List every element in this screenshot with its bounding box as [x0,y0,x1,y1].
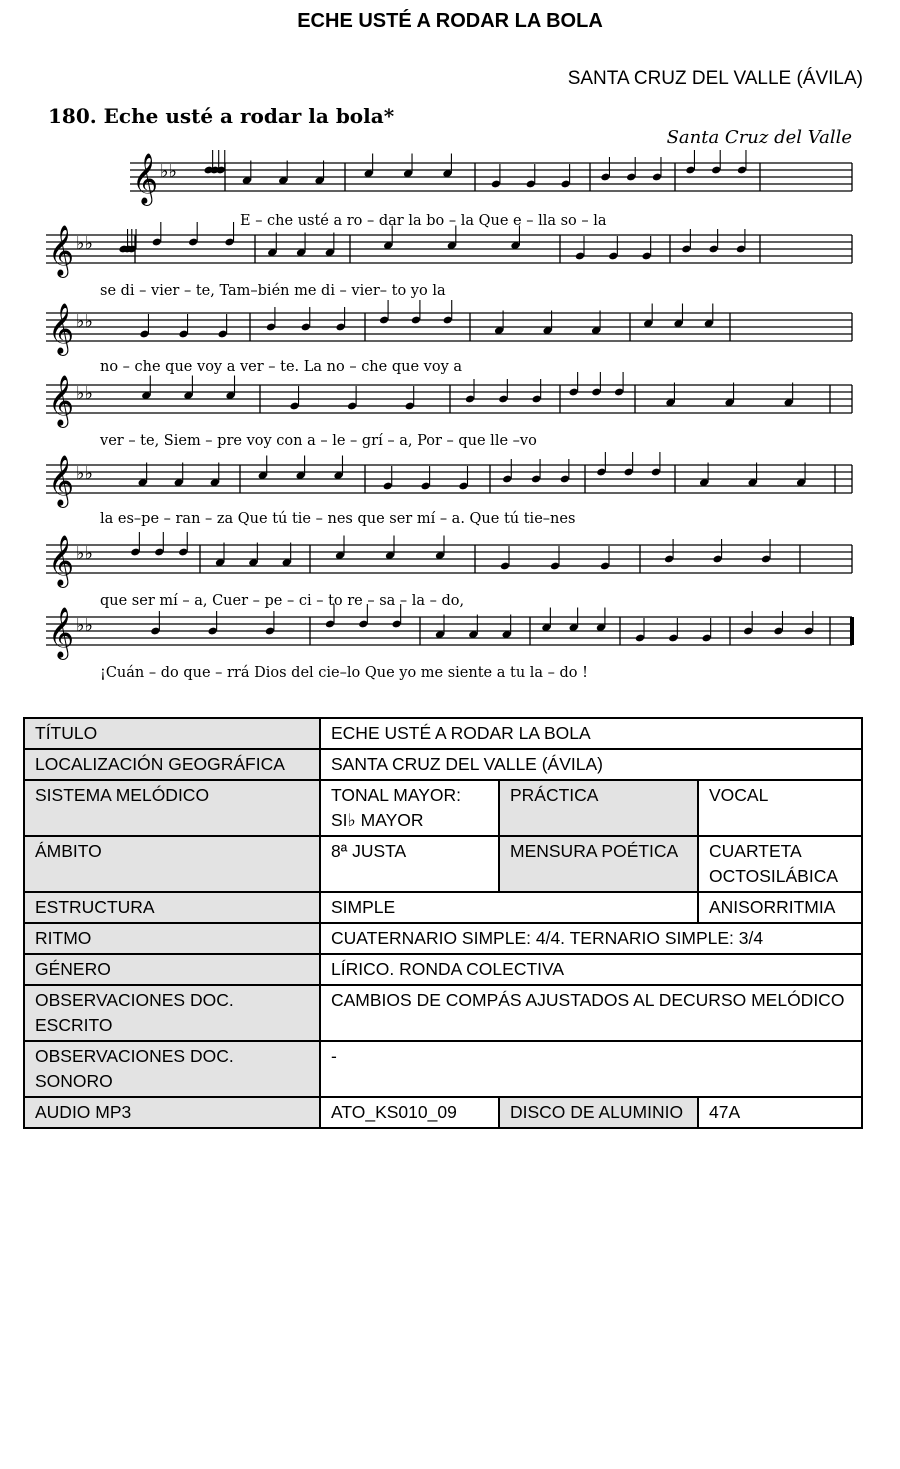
label-localizacion: LOCALIZACIÓN GEOGRÁFICA [24,749,320,780]
treble-clef-icon: 𝄞 [48,607,75,658]
value-estructura-extra: ANISORRITMIA [698,892,862,923]
label-obs-escrito: OBSERVACIONES DOC. ESCRITO [24,985,320,1041]
row-genero [24,954,862,985]
staff-system [46,604,852,660]
row-localizacion [24,749,862,780]
value-genero: LÍRICO. RONDA COLECTIVA [320,954,862,985]
value-mensura [698,836,862,892]
value-estructura: SIMPLE [320,892,698,923]
row-estructura [24,892,862,923]
value-disco: 47A [698,1097,862,1128]
value-sistema [320,780,499,836]
staff-system [46,372,852,428]
lyric-line: que ser mí – a, Cuer – pe – ci – to re – sa – la – do, [100,593,465,609]
treble-clef-icon: 𝄞 [48,225,75,276]
key-signature-icon: ♭♭ [76,233,93,254]
value-obs-sonoro: - [320,1041,862,1097]
staff-system [130,150,852,206]
value-audio: ATO_KS010_09 [320,1097,499,1128]
label-sistema: SISTEMA MELÓDICO [24,780,320,836]
lyric-line: ver – te, Siem – pre voy con a – le – grí – a, Por – que lle –vo [100,433,537,449]
score-number-title: 180. Eche usté a rodar la bola* [48,104,395,128]
metadata-table [23,717,863,1129]
row-ritmo [24,923,862,954]
treble-clef-icon: 𝄞 [48,535,75,586]
lyric-line: la es–pe – ran – za Que tú tie – nes que ser mí – a. Que tú tie–nes [100,511,576,527]
key-signature-icon: ♭♭ [76,463,93,484]
treble-clef-icon: 𝄞 [132,153,159,204]
key-signature-icon: ♭♭ [76,543,93,564]
key-signature-icon: ♭♭ [76,311,93,332]
staff-system [46,222,852,278]
score-place: Santa Cruz del Valle [666,127,852,148]
value-titulo: ECHE USTÉ A RODAR LA BOLA [320,718,862,749]
label-practica: PRÁCTICA [499,780,698,836]
row-sistema [24,780,862,836]
label-genero: GÉNERO [24,954,320,985]
treble-clef-icon: 𝄞 [48,455,75,506]
key-signature-icon: ♭♭ [76,383,93,404]
key-signature-icon: ♭♭ [160,161,177,182]
page-title: ECHE USTÉ A RODAR LA BOLA [297,10,603,32]
row-obs-escrito [24,985,862,1041]
treble-clef-icon: 𝄞 [48,303,75,354]
row-audio [24,1097,862,1128]
value-ambito: 8ª JUSTA [320,836,499,892]
row-obs-sonoro [24,1041,862,1097]
key-signature-icon: ♭♭ [76,615,93,636]
lyric-line: se di – vier – te, Tam–bién me di – vier– to yo la [100,283,446,299]
value-ritmo: CUATERNARIO SIMPLE: 4/4. TERNARIO SIMPLE: 3/4 [320,923,862,954]
value-sistema-line2: SI♭ MAYOR [331,810,424,830]
value-obs-escrito: CAMBIOS DE COMPÁS AJUSTADOS AL DECURSO MELÓDICO [320,985,862,1041]
value-sistema-line1: TONAL MAYOR: [331,785,461,805]
staff-system [46,300,852,356]
row-ambito [24,836,862,892]
lyric-line: ¡Cuán – do que – rrá Dios del cie–lo Que yo me siente a tu la – do ! [100,665,588,681]
row-titulo [24,718,862,749]
staff-system [46,532,852,588]
label-ritmo: RITMO [24,923,320,954]
label-titulo: TÍTULO [24,718,320,749]
music-score [40,95,865,690]
lyric-lines [99,213,607,681]
lyric-line: no – che que voy a ver – te. La no – che que voy a [100,359,463,375]
value-mensura-line1: CUARTETA [709,841,802,861]
lyric-line: E – che usté a ro – dar la bo – la Que e – lla so – la [240,213,607,229]
label-estructura: ESTRUCTURA [24,892,320,923]
label-obs-sonoro: OBSERVACIONES DOC. SONORO [24,1041,320,1097]
staff-system [46,452,852,508]
label-audio: AUDIO MP3 [24,1097,320,1128]
value-practica: VOCAL [698,780,862,836]
label-ambito: ÁMBITO [24,836,320,892]
treble-clef-icon: 𝄞 [48,375,75,426]
label-disco: DISCO DE ALUMINIO [499,1097,698,1128]
location-heading: SANTA CRUZ DEL VALLE (ÁVILA) [567,68,863,89]
value-mensura-line2: OCTOSILÁBICA [709,866,839,886]
label-mensura: MENSURA POÉTICA [499,836,698,892]
value-localizacion: SANTA CRUZ DEL VALLE (ÁVILA) [320,749,862,780]
